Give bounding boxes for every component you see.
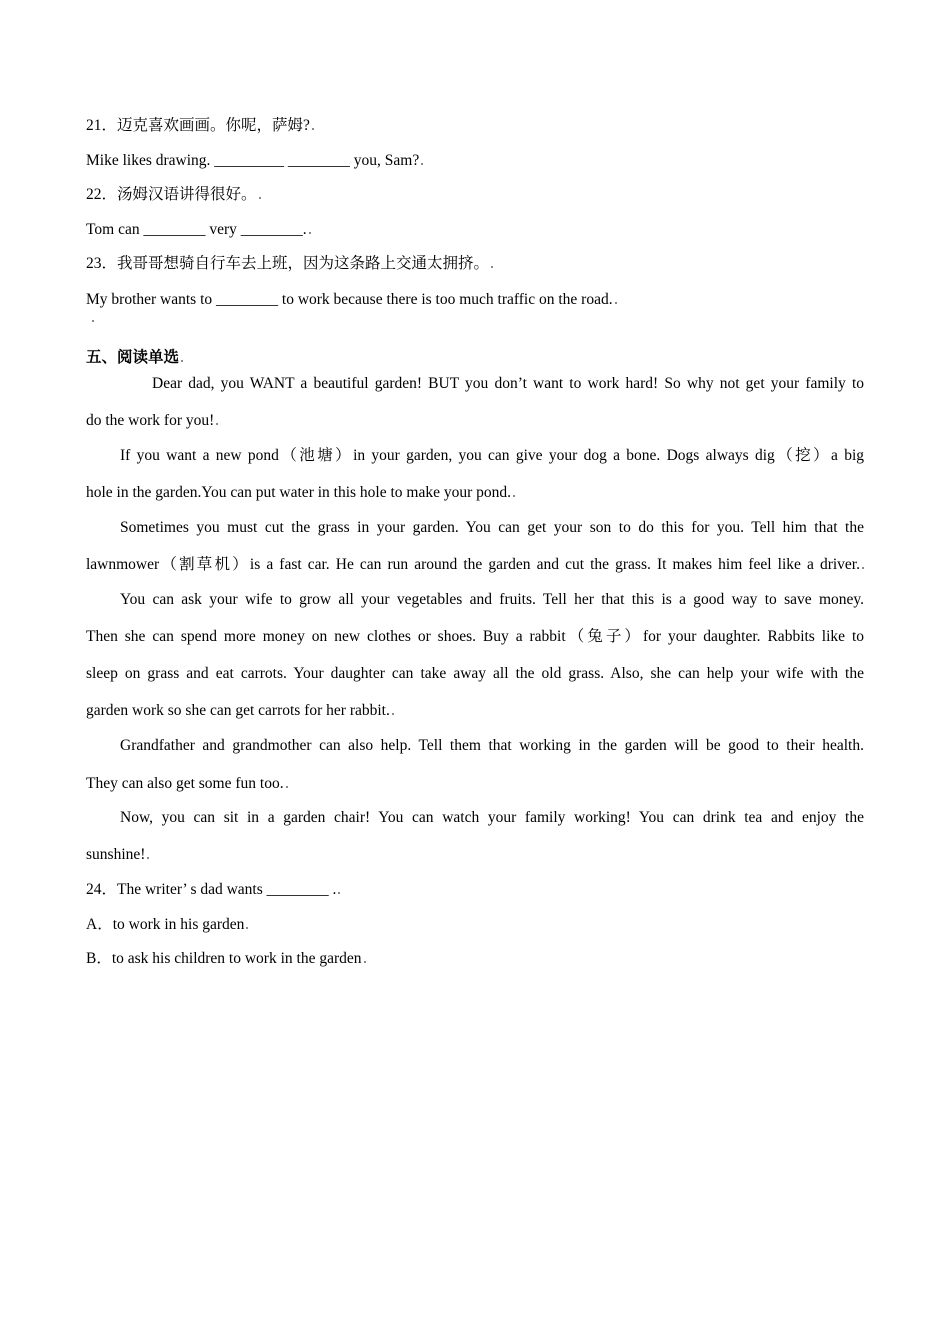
passage-line: sunshine! [86,844,864,866]
option-text: to ask his children to work in the garden [111,950,362,967]
passage-line: Grandfather and grandmother can also help. Tell them that working in the garden will be good to their health. [120,737,864,754]
passage-line: You can ask your wife to grow all your vegetables and fruits. Tell her that this is a good way to save money. [120,591,864,608]
question-22-answer-line: Tom can ________ very ________. [86,219,864,241]
question-23-prompt: 23．我哥哥想骑自行车去上班，因为这条路上交通太拥挤。 [86,253,864,275]
passage-line: They can also get some fun too. [86,773,864,795]
passage-line: Dear dad, you WANT a beautiful garden! BUT you don’t want to work hard! So why not get your family to [152,375,864,392]
section-heading: 五、阅读单选 [86,347,864,369]
option-label: B． [86,950,112,967]
passage-line: hole in the garden.You can put water in this hole to make your pond. [86,482,864,504]
passage-line: do the work for you! [86,410,864,432]
question-21-prompt: 21．迈克喜欢画画。你呢，萨姆? [86,115,864,137]
passage-line: Then she can spend more money on new clothes or shoes. Buy a rabbit（兔子）for your daughter. Rabbits like to [86,628,864,645]
passage-line: Sometimes you must cut the grass in your garden. You can get your son to do this for you. Tell him that the [120,519,864,536]
passage-line: sleep on grass and eat carrots. Your daughter can take away all the old grass. Also, she can help your wife with the [86,665,864,682]
passage-line: Now, you can sit in a garden chair! You can watch your family working! You can drink tea and enjoy the [120,809,864,826]
question-24-option-a [86,914,864,936]
question-24-stem: 24．The writer’ s dad wants ________ . [86,879,864,901]
passage-line: If you want a new pond（池塘）in your garden, you can give your dog a bone. Dogs always dig（挖）a big [120,447,864,464]
passage-line: lawnmower（割草机）is a fast car. He can run around the garden and cut the grass. It makes him feel like a driver. [86,554,864,576]
question-24-option-b [86,948,864,970]
option-text: to work in his garden [112,916,245,933]
question-23-answer-line: My brother wants to ________ to work because there is too much traffic on the road. [86,289,864,311]
paragraph-mark [92,320,94,322]
passage-line: garden work so she can get carrots for her rabbit. [86,700,864,722]
question-21-answer-line: Mike likes drawing. _________ ________ you, Sam? [86,150,864,172]
question-22-prompt: 22．汤姆汉语讲得很好。 [86,184,864,206]
option-label: A． [86,916,113,933]
